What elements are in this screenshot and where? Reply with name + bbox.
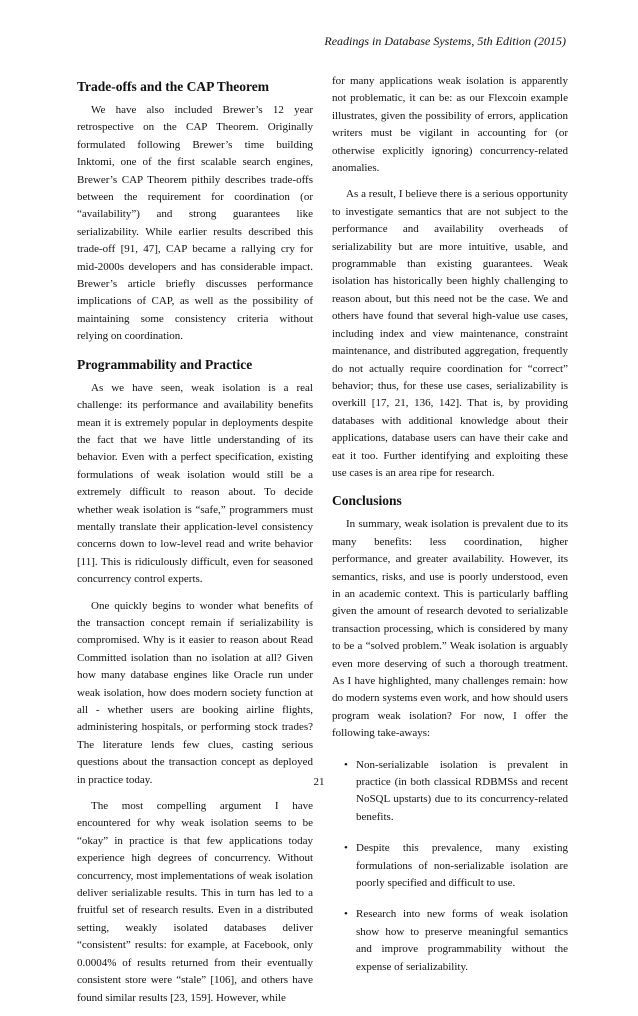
- left-column: [77, 72, 313, 1016]
- paragraph: We have also included Brewer’s 12 year retrospective on the CAP Theorem. Originally formulated following Brewer’s time building Inktomi, one of the first scalable search engines, Brewer’s CAP Theorem pithily describes trade-offs between the requirement for coordination (or “availability”) and strong guarantees like serializability. While earlier results described this trade-off [91, 47], CAP became a rallying cry for mid-2000s developers and has considerable impact. Brewer’s article briefly discusses performance implications of CAP, as well as the possibility of maintaining some consistency criteria without relying on coordination.: [77, 104, 313, 343]
- list-item: • Non-serializable isolation is prevalent in practice (in both classical RDBMSs and recent NoSQL upstarts) due to its concurrency-related benefits.: [346, 757, 568, 827]
- list-item: • Despite this prevalence, many existing formulations of non-serializable isolation are poorly specified and difficult to use.: [346, 840, 568, 892]
- right-column: [332, 73, 568, 990]
- running-head: Readings in Database Systems, 5th Edition (2015): [324, 34, 566, 48]
- list-item: • Research into new forms of weak isolation show how to preserve meaningful semantics and improve programmability without the expense of serializability.: [346, 906, 568, 976]
- paragraph: The most compelling argument I have encountered for why weak isolation seems to be “okay” in practice is that few applications today experience high degrees of concurrency. Without concurrency, most implementations of weak isolation deliver serializable results. This in turn has led to a fruitful set of research results. Even in a distributed setting, weakly isolated databases deliver “consistent” results: for example, at Facebook, only 0.0004% of results returned from their eventually consistent store were “stale” [106], and others have found similar results [23, 159]. However, while: [77, 800, 313, 1004]
- section-heading-cap: Trade-offs and the CAP Theorem: [77, 79, 269, 94]
- section-heading-conclusions: Conclusions: [332, 493, 402, 509]
- paragraph-continuation: for many applications weak isolation is apparently not problematic, it can be: as our Flexcoin example illustrates, given the possibility of errors, application writers must be vigilant in accounting for (or otherwise explicitly ignoring) concurrency-related anomalies.: [332, 75, 568, 175]
- page-number: 21: [313, 776, 325, 788]
- paragraph: As a result, I believe there is a serious opportunity to investigate semantics that are not subject to the performance and availability overheads of serializability but are more intuitive, usable, and programmable than existing guarantees. Weak isolation has historically been highly challenging to reason about, but this need not be the case. We and others have found that several high-value use cases, including index and view maintenance, constraint maintenance, and distributed aggregation, frequently do not actually require coordination for “correct” behavior; thus, for these use cases, serializability is overkill [17, 21, 136, 142]. That is, by providing databases with additional knowledge about their applications, database users can have their cake and eat it too. Further identifying and exploiting these use cases is an area ripe for research.: [332, 188, 568, 479]
- paragraph: In summary, weak isolation is prevalent due to its many benefits: less coordination, higher performance, and greater availability. However, its semantics, risks, and use is poorly understood, even in an academic context. This is particularly baffling given the amount of research devoted to serializable transaction processing, which is considered by many to be a “solved problem.” Weak isolation is arguably even more deserving of such a thorough treatment. As I have highlighted, many challenges remain: how do modern systems even work, and how should users program weak isolation? For now, I offer the following take-aways:: [332, 518, 568, 740]
- section-heading-programmability: Programmability and Practice: [77, 356, 253, 372]
- takeaways-list: [332, 757, 568, 976]
- paragraph: One quickly begins to wonder what benefits of the transaction concept remain if serializability is compromised. Why is it easier to reason about Read Committed isolation than no isolation at all? Given how many database engines like Oracle run under weak isolation, how does modern society function at all - whether users are booking airline flights, administering hospitals, or performing stock trades? The literature lends few clues, casting serious questions about the transaction concept as deployed in practice today.: [77, 599, 313, 786]
- paragraph: As we have seen, weak isolation is a real challenge: its performance and availability benefits mean it is extremely popular in deployments despite the fact that we have little understanding of its behavior. Even with a perfect specification, existing formulations of weak isolation would still be a extremely difficult to reason about. To decide whether weak isolation is “safe,” programmers must mentally translate their application-level consistency concerns down to low-level read and write behavior [11]. This is ridiculously difficult, even for seasoned concurrency control experts.: [77, 381, 313, 586]
